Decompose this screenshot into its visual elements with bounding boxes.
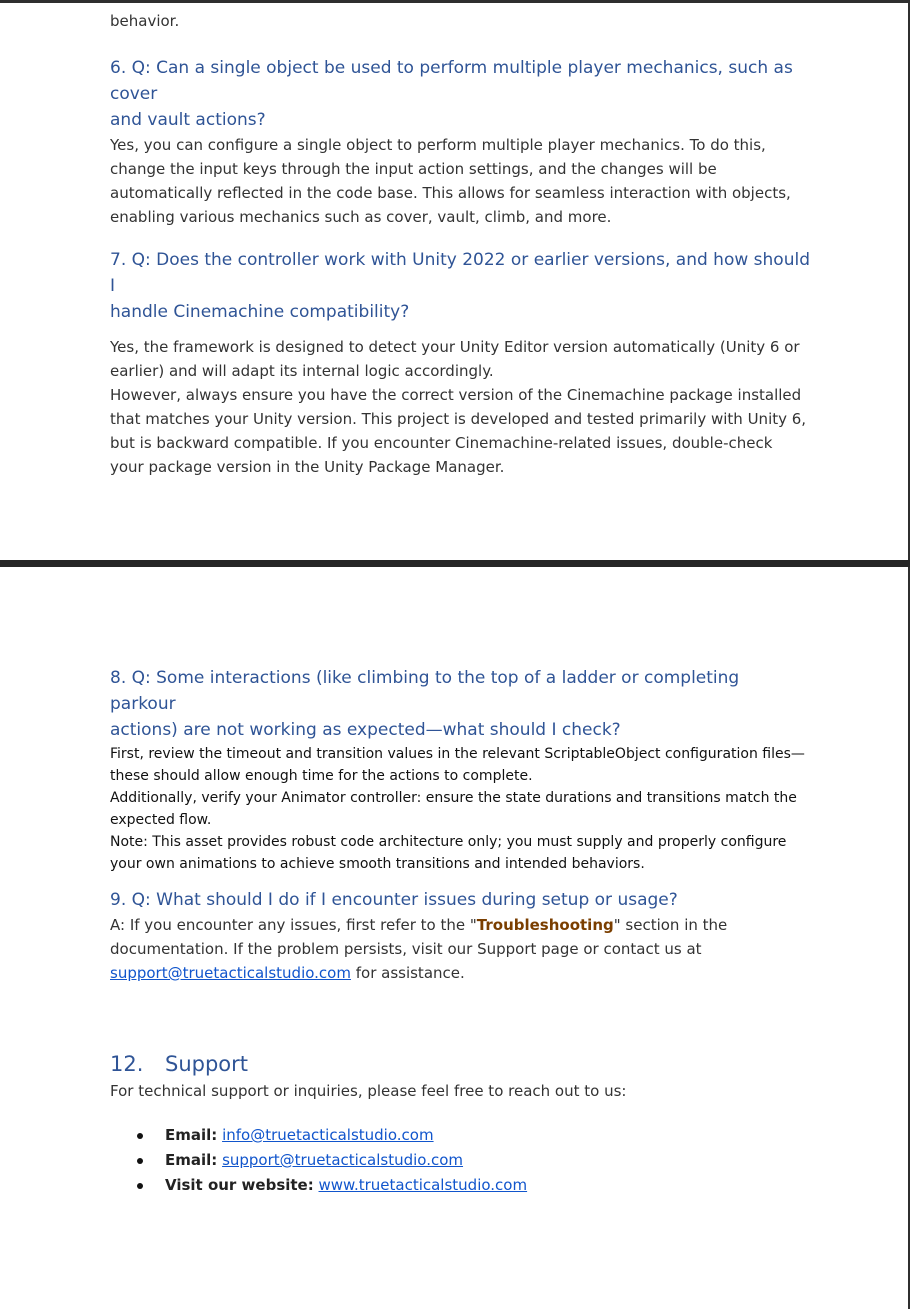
a7-line: earlier) and will adapt its internal logic accordingly. xyxy=(110,362,494,380)
list-item xyxy=(110,1173,810,1198)
faq-answer-6 xyxy=(110,133,810,229)
support-intro: For technical support or inquiries, please feel free to reach out to us: xyxy=(110,1082,627,1100)
faq-question-6 xyxy=(110,55,810,133)
page1-content xyxy=(110,9,810,479)
q8-line-1: 8. Q: Some interactions (like climbing to the top of a ladder or completing parkour xyxy=(110,668,740,714)
troubleshooting-ref: Troubleshooting xyxy=(476,916,614,934)
a6-line: enabling various mechanics such as cover, vault, climb, and more. xyxy=(110,208,612,226)
a6-line: change the input keys through the input action settings, and the changes will be xyxy=(110,160,717,178)
a7-line: that matches your Unity version. This project is developed and tested primarily with Unity 6, xyxy=(110,410,807,428)
faq-answer-8 xyxy=(110,743,810,875)
a8-line: these should allow enough time for the actions to complete. xyxy=(110,768,533,784)
a7-line: However, always ensure you have the correct version of the Cinemachine package installed xyxy=(110,386,802,404)
contact-label: Email: xyxy=(165,1151,218,1169)
a8-line: First, review the timeout and transition values in the relevant ScriptableObject configuration files— xyxy=(110,746,805,762)
top-fragment: behavior. xyxy=(110,12,180,30)
faq-answer-9 xyxy=(110,913,810,985)
section-title: Support xyxy=(165,1052,249,1076)
faq-question-7 xyxy=(110,247,810,325)
a6-line: Yes, you can configure a single object to perform multiple player mechanics. To do this, xyxy=(110,136,766,154)
faq-question-9: 9. Q: What should I do if I encounter issues during setup or usage? xyxy=(110,890,678,910)
document-page-1 xyxy=(0,0,910,561)
bullet-icon xyxy=(137,1183,143,1189)
section-number: 12. xyxy=(110,1052,144,1076)
support-email-link[interactable]: support@truetacticalstudio.com xyxy=(110,964,351,982)
faq-answer-7 xyxy=(110,335,810,479)
a7-line: but is backward compatible. If you encounter Cinemachine-related issues, double-check xyxy=(110,434,773,452)
a8-line: expected flow. xyxy=(110,812,212,828)
q6-line-1: 6. Q: Can a single object be used to perform multiple player mechanics, such as cover xyxy=(110,58,793,104)
a7-line: Yes, the framework is designed to detect your Unity Editor version automatically (Unity 6 or xyxy=(110,338,800,356)
a9-text: A: If you encounter any issues, first refer to the " xyxy=(110,916,477,934)
a9-text: documentation. If the problem persists, visit our Support page or contact us at xyxy=(110,940,702,958)
a8-line: your own animations to achieve smooth transitions and intended behaviors. xyxy=(110,856,645,872)
info-email-link[interactable]: info@truetacticalstudio.com xyxy=(222,1126,434,1144)
page-separator xyxy=(0,560,910,567)
website-link[interactable]: www.truetacticalstudio.com xyxy=(318,1176,528,1194)
q6-line-2: and vault actions? xyxy=(110,110,266,130)
faq-question-8 xyxy=(110,665,810,743)
q7-line-1: 7. Q: Does the controller work with Unity 2022 or earlier versions, and how should I xyxy=(110,250,810,296)
section-heading-support xyxy=(110,1049,810,1079)
q8-line-2: actions) are not working as expected—what should I check? xyxy=(110,720,621,740)
support-contact-list xyxy=(110,1123,810,1198)
bullet-icon xyxy=(137,1133,143,1139)
a7-line: your package version in the Unity Package Manager. xyxy=(110,458,505,476)
page2-content xyxy=(110,665,810,1198)
a6-line: automatically reflected in the code base. This allows for seamless interaction with objects, xyxy=(110,184,791,202)
contact-label: Visit our website: xyxy=(165,1176,314,1194)
bullet-icon xyxy=(137,1158,143,1164)
list-item xyxy=(110,1123,810,1148)
list-item xyxy=(110,1148,810,1173)
a9-text: " section in the xyxy=(613,916,728,934)
support-email-link-2[interactable]: support@truetacticalstudio.com xyxy=(222,1151,464,1169)
a9-text: for assistance. xyxy=(350,964,465,982)
q7-line-2: handle Cinemachine compatibility? xyxy=(110,302,410,322)
contact-label: Email: xyxy=(165,1126,218,1144)
document-page-2 xyxy=(0,567,910,1309)
a8-line: Additionally, verify your Animator controller: ensure the state durations and transitions match the xyxy=(110,790,797,806)
a8-line: Note: This asset provides robust code architecture only; you must supply and properly configure xyxy=(110,834,787,850)
